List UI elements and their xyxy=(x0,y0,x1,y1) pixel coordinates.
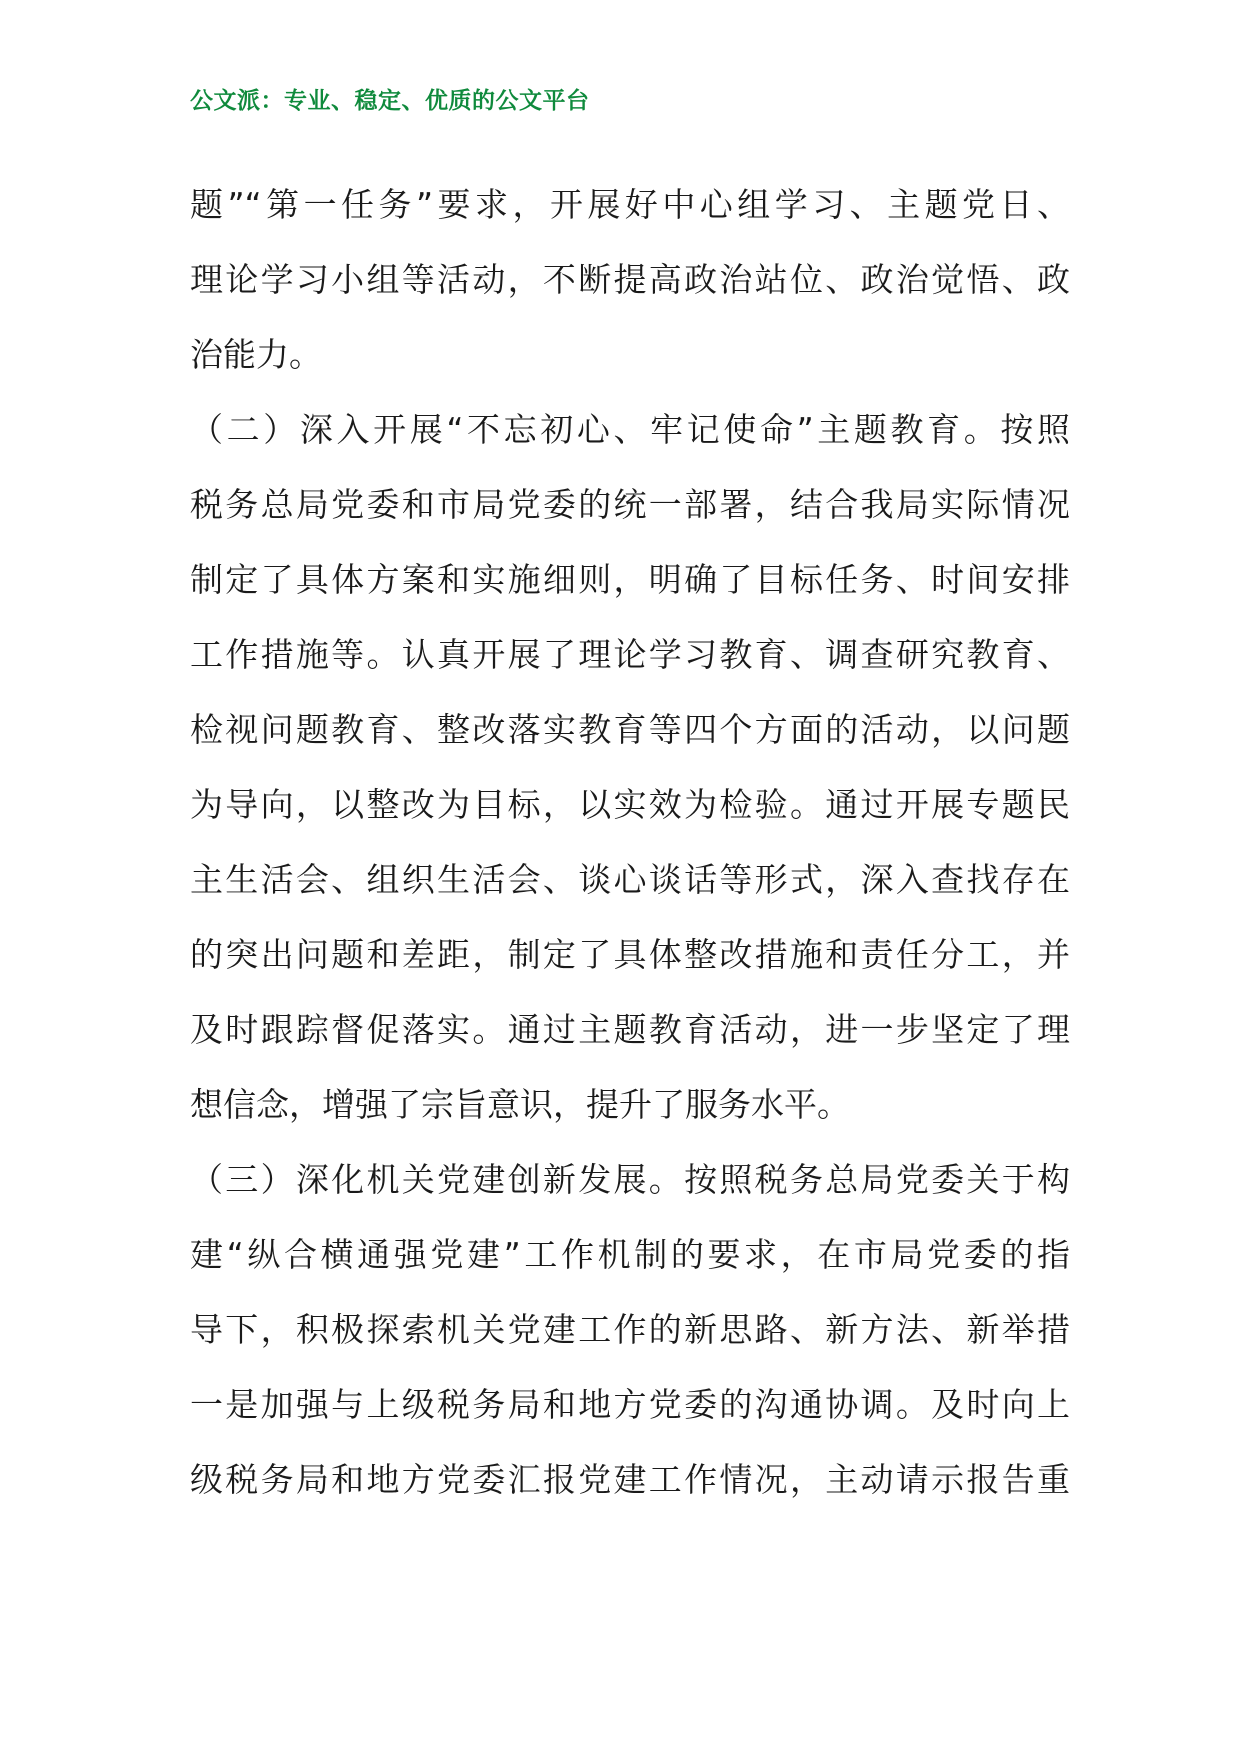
text-line: 制定了具体方案和实施细则，明确了目标任务、时间安排 xyxy=(190,560,1070,599)
text-line: （三）深化机关党建创新发展。按照税务总局党委关于构 xyxy=(190,1160,1070,1199)
text-line: 的突出问题和差距，制定了具体整改措施和责任分工，并 xyxy=(190,935,1070,974)
page-header: 公文派：专业、稳定、优质的公文平台 xyxy=(190,88,590,114)
text-line: 主生活会、组织生活会、谈心谈话等形式，深入查找存在 xyxy=(190,860,1070,899)
text-line: 为导向，以整改为目标，以实效为检验。通过开展专题民 xyxy=(190,785,1070,824)
text-line: 想信念，增强了宗旨意识，提升了服务水平。 xyxy=(190,1085,850,1124)
text-line: 及时跟踪督促落实。通过主题教育活动，进一步坚定了理 xyxy=(190,1010,1070,1049)
text-line: 理论学习小组等活动，不断提高政治站位、政治觉悟、政 xyxy=(190,260,1070,299)
text-line: 级税务局和地方党委汇报党建工作情况，主动请示报告重 xyxy=(190,1460,1070,1499)
text-line: 题”“第一任务”要求，开展好中心组学习、主题党日、 xyxy=(190,185,1070,224)
text-line: 一是加强与上级税务局和地方党委的沟通协调。及时向上 xyxy=(190,1385,1070,1424)
text-line: （二）深入开展“不忘初心、牢记使命”主题教育。按照 xyxy=(190,410,1070,449)
text-line: 治能力。 xyxy=(190,335,322,374)
text-line: 建“纵合横通强党建”工作机制的要求，在市局党委的指 xyxy=(190,1235,1070,1274)
text-line: 税务总局党委和市局党委的统一部署，结合我局实际情况 xyxy=(190,485,1070,524)
text-line: 工作措施等。认真开展了理论学习教育、调查研究教育、 xyxy=(190,635,1070,674)
document-body xyxy=(190,167,1070,1517)
text-line: 检视问题教育、整改落实教育等四个方面的活动，以问题 xyxy=(190,710,1070,749)
text-line: 导下，积极探索机关党建工作的新思路、新方法、新举措 xyxy=(190,1310,1070,1349)
